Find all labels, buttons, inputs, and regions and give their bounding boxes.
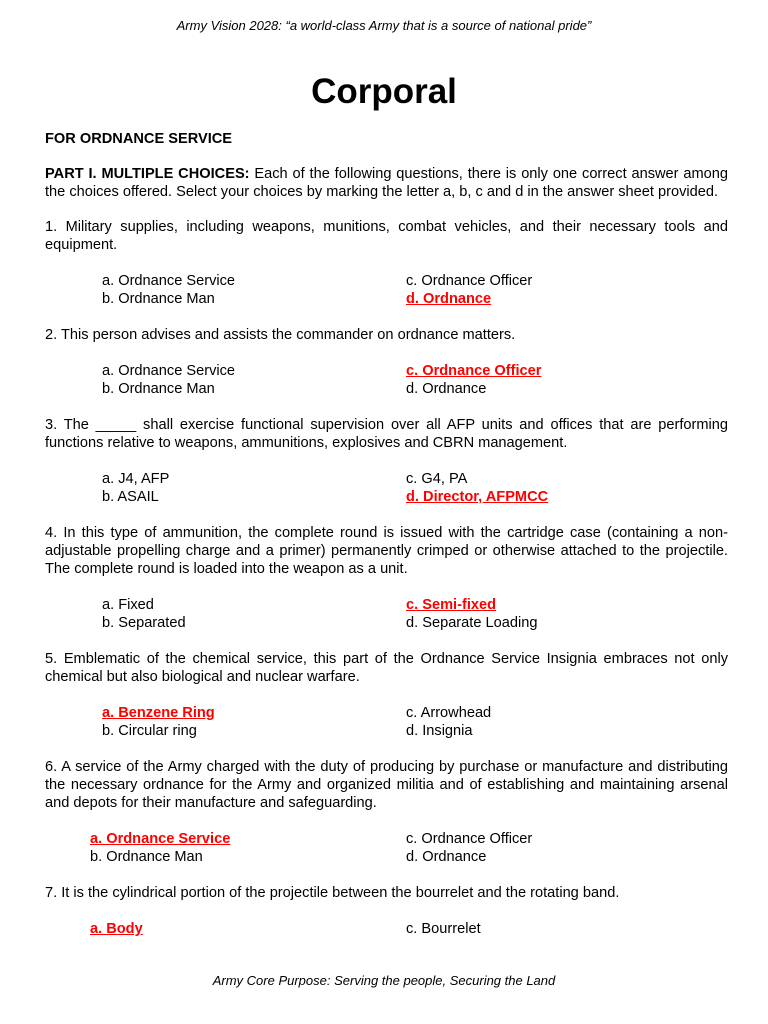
question-3: 3. The _____ shall exercise functional supervision over all AFP units and offices that are performing functions relative to weapons, ammunitions, explosives and CBRN management. [45,417,728,451]
choices-2 [45,362,728,398]
choice-d: d. Ordnance [406,381,487,397]
question-7: 7. It is the cylindrical portion of the projectile between the bourrelet and the rotating band. [45,885,620,901]
choice-d: d. Ordnance [406,849,487,865]
question-6: 6. A service of the Army charged with the duty of producing by purchase or manufacture and distributing the necessary ordnance for the Army and organized militia and of establishing and maintaining arsenal and depots for their manufacture and safeguarding. [45,759,728,811]
choice-b: b. ASAIL [102,489,159,505]
choice-d-answer: d. Ordnance [406,291,492,307]
question-4: 4. In this type of ammunition, the complete round is issued with the cartridge case (containing a non-adjustable propelling charge and a primer) permanently crimped or otherwise attached to the projectile. The complete round is loaded into the weapon as a unit. [45,525,728,577]
choices-1 [45,272,728,308]
choice-b: b. Ordnance Man [102,381,215,397]
question-1: 1. Military supplies, including weapons, munitions, combat vehicles, and their necessary tools and equipment. [45,219,728,253]
choices-3 [45,470,728,506]
choice-c-answer: c. Ordnance Officer [406,363,542,379]
choice-c-answer: c. Semi-fixed [406,597,497,613]
choice-c: c. Ordnance Officer [406,273,533,289]
choice-b: b. Separated [102,615,186,631]
choice-a: a. Ordnance Service [102,363,236,379]
choice-a: a. Fixed [102,597,154,613]
choices-7 [45,920,728,938]
choice-a-answer: a. Benzene Ring [102,705,215,721]
choices-5 [45,704,728,740]
instructions-text: Each of the following questions, there is only one correct answer among the choices offered. Select your choices by marking the letter a, b, c and d in the answer sheet provided. [45,166,728,200]
choices-6 [45,830,728,866]
choice-a: a. Ordnance Service [102,273,236,289]
section-heading: FOR ORDNANCE SERVICE [45,131,233,147]
choice-b: b. Ordnance Man [90,849,203,865]
choice-c: c. Ordnance Officer [406,831,533,847]
page-header: Army Vision 2028: “a world-class Army that is a source of national pride” [176,18,592,33]
part-label: PART I. MULTIPLE CHOICES: [45,166,250,182]
part-instructions [45,165,728,201]
choice-a-answer: a. Body [90,921,143,937]
choice-d: d. Insignia [406,723,473,739]
choice-d-answer: d. Director, AFPMCC [406,489,549,505]
document-body [45,130,728,956]
choice-c: c. Arrowhead [406,705,492,721]
question-2: 2. This person advises and assists the commander on ordnance matters. [45,327,516,343]
page-footer: Army Core Purpose: Serving the people, Securing the Land [212,973,556,988]
page-title: Corporal [311,72,457,111]
choice-d: d. Separate Loading [406,615,538,631]
choice-b: b. Ordnance Man [102,291,215,307]
choice-b: b. Circular ring [102,723,197,739]
choice-c: c. Bourrelet [406,921,481,937]
choice-a-answer: a. Ordnance Service [90,831,231,847]
choice-c: c. G4, PA [406,471,468,487]
choice-a: a. J4, AFP [102,471,170,487]
question-5: 5. Emblematic of the chemical service, this part of the Ordnance Service Insignia embraces not only chemical but also biological and nuclear warfare. [45,651,728,685]
choices-4 [45,596,728,632]
